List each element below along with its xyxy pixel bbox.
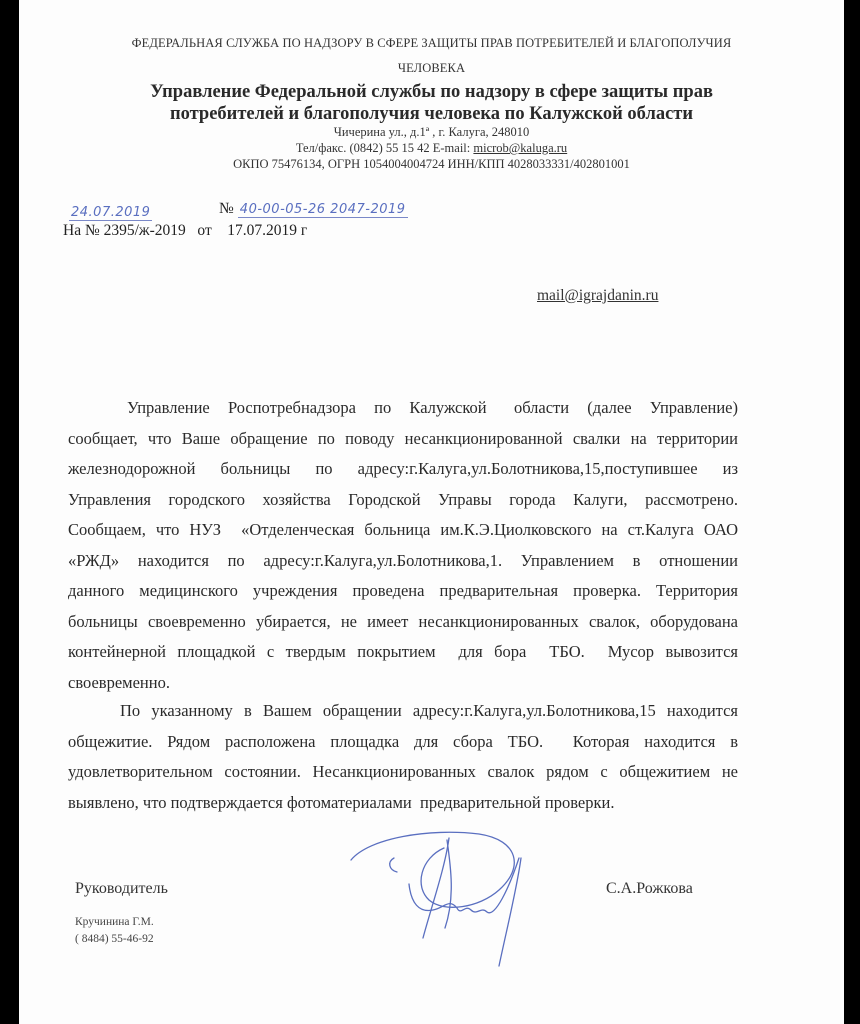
body-line: Сообщаем, что НУЗ «Отделенческая больница им.К.Э.Циолковского на ст.Калуга ОАО: [68, 520, 738, 539]
body-line: выявлено, что подтверждается фотоматериалами предварительной проверки.: [68, 792, 615, 812]
body-line: По указанному в Вашем обращении адресу:г.Калуга,ул.Болотникова,15 находится: [120, 701, 738, 720]
agency-name-line1: ФЕДЕРАЛЬНАЯ СЛУЖБА ПО НАДЗОРУ В СФЕРЕ ЗАЩИТЫ ПРАВ ПОТРЕБИТЕЛЕЙ И БЛАГОПОЛУЧИЯ: [131, 36, 732, 50]
recipient-email-link[interactable]: mail@igrajdanin.ru: [537, 287, 659, 304]
signer-name: С.А.Рожкова: [606, 880, 693, 897]
org-address: Чичерина ул., д.1ª , г. Калуга, 248010: [333, 125, 530, 139]
document-page: [19, 0, 844, 1024]
body-line: данного медицинского учреждения проведена предварительная проверка. Территория: [68, 581, 738, 600]
outgoing-date-row: [69, 203, 152, 221]
body-line: своевременно.: [68, 672, 170, 692]
recipient-email: [537, 287, 658, 305]
body-line: Управление Роспотребнадзора по Калужской области (далее Управление): [127, 398, 738, 417]
body-line: больницы своевременно убирается, не имеет несанкционированных свалок, оборудована: [68, 611, 738, 631]
body-line: Управления городского хозяйства Городской Управы города Калуги, рассмотрено.: [68, 489, 738, 509]
number-sign: №: [219, 200, 234, 217]
org-title-line1: Управление Федеральной службы по надзору в сфере защиты прав: [150, 82, 713, 102]
org-title-line2: потребителей и благополучия человека по Калужской области: [169, 104, 694, 124]
org-registry: ОКПО 75476134, ОГРН 1054004004724 ИНН/КПП 4028033331/402801001: [233, 157, 630, 171]
body-line: железнодорожной больницы по адресу:г.Калуга,ул.Болотникова,15,поступившее из: [68, 459, 738, 478]
handwritten-number: 40-00-05-26 2047-2019: [239, 202, 406, 217]
agency-name-line2: ЧЕЛОВЕКА: [397, 61, 466, 75]
reply-reference: На № 2395/ж-2019 от 17.07.2019 г: [63, 222, 308, 239]
org-contacts: [19, 141, 844, 156]
body-line: сообщает, что Ваше обращение по поводу несанкционированной свалки на территории: [68, 428, 738, 448]
handwritten-signature: [349, 828, 549, 968]
executor-phone: ( 8484) 55-46-92: [75, 933, 154, 945]
org-email-link[interactable]: microb@kaluga.ru: [473, 141, 568, 155]
body-line: «РЖД» находится по адресу:г.Калуга,ул.Болотникова,1. Управлением в отношении: [68, 550, 738, 570]
body-line: общежитие. Рядом расположена площадка для сбора ТБО. Которая находится в: [68, 731, 738, 751]
executor-name: Кручинина Г.М.: [75, 916, 154, 928]
body-line: контейнерной площадкой с твердым покрытием для бора ТБО. Мусор вывозится: [68, 642, 738, 661]
org-phone: Тел/факс. (0842) 55 15 42 E-mail:: [295, 141, 474, 155]
signer-position: Руководитель: [75, 880, 168, 897]
body-line: удовлетворительном состоянии. Несанкционированных свалок рядом с общежитием не: [68, 762, 738, 781]
outgoing-number-row: [219, 200, 408, 218]
handwritten-date: 24.07.2019: [71, 205, 151, 220]
